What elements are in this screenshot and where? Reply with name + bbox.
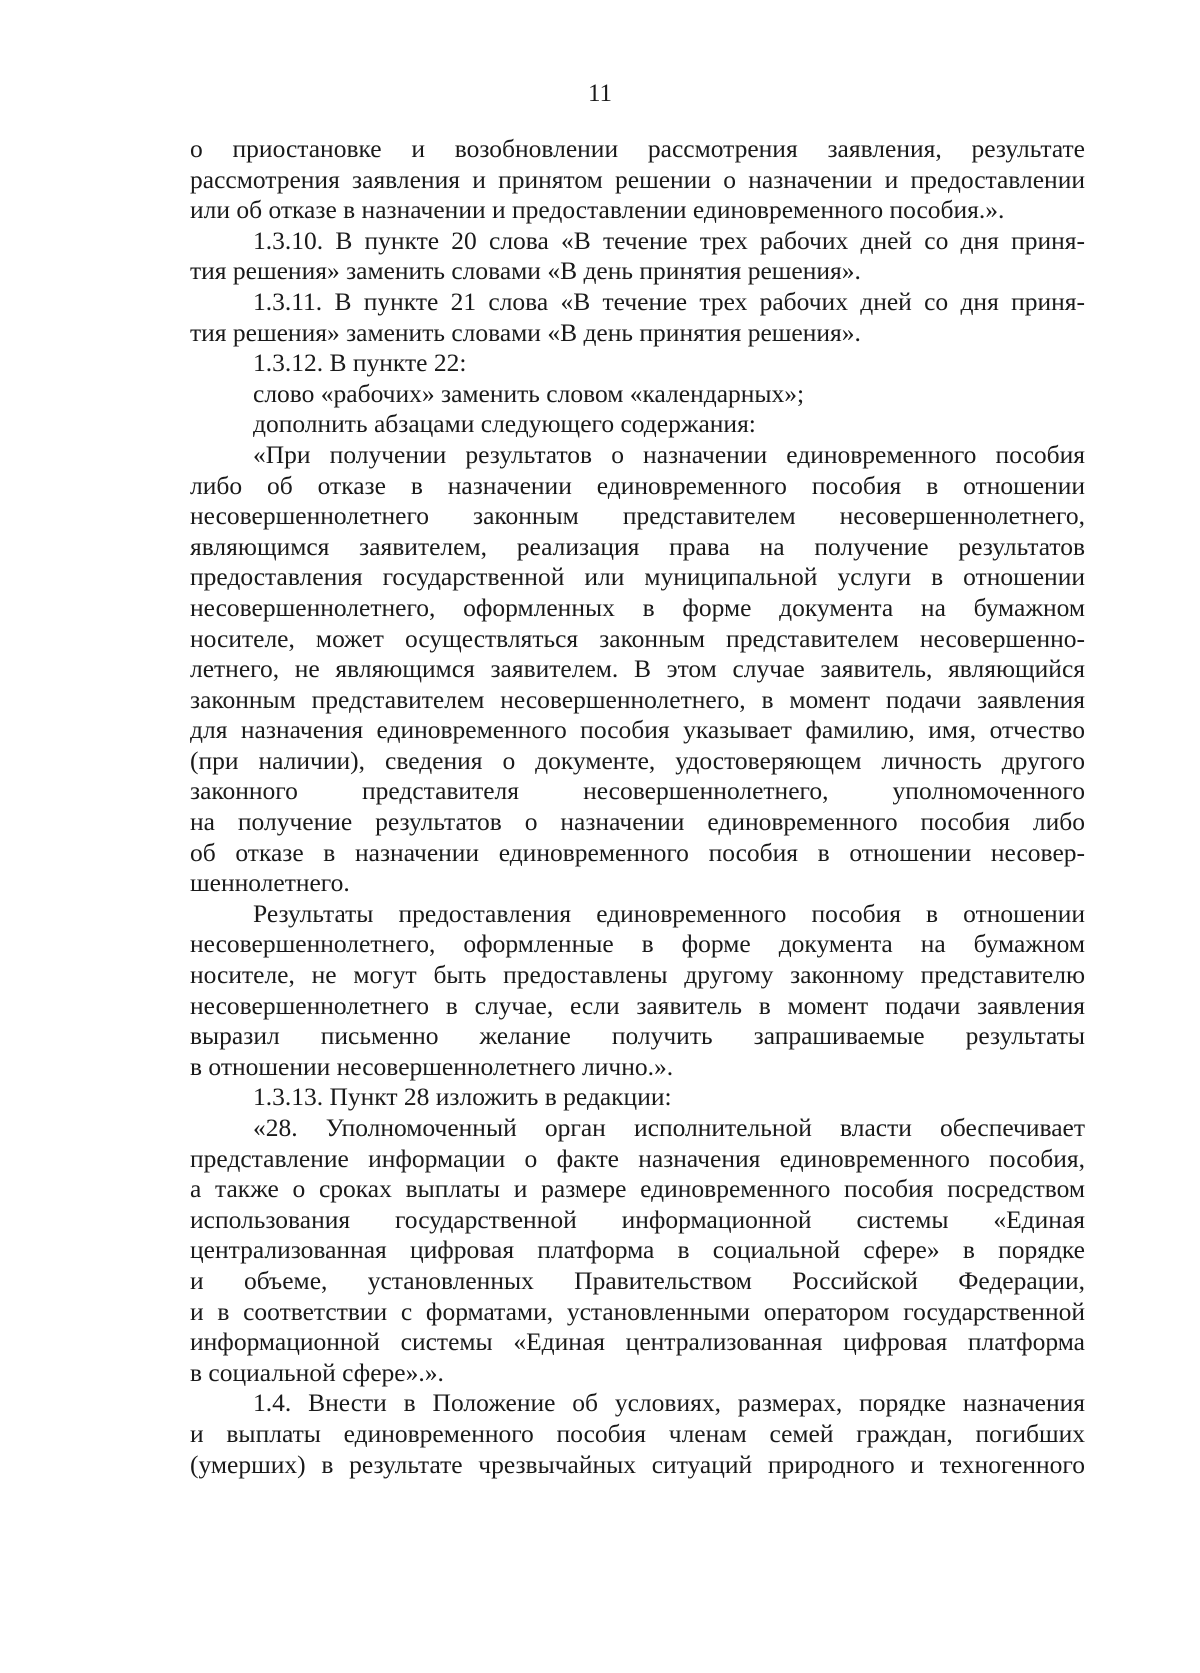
- text-line: рассмотрения заявления и принятом решении о назначении и предоставлении: [190, 164, 1085, 194]
- text-line: в отношении несовершеннолетнего лично.».: [190, 1051, 674, 1081]
- text-line: или об отказе в назначении и предоставлении единовременного пособия.».: [190, 195, 1005, 225]
- text-line: использования государственной информационной системы «Единая: [190, 1204, 1085, 1234]
- text-line: летнего, не являющимся заявителем. В этом случае заявитель, являющийся: [190, 654, 1085, 684]
- text-line: и в соответствии с форматами, установленными оператором государственной: [190, 1296, 1085, 1326]
- text-line: 1.3.12. В пункте 22:: [253, 348, 467, 378]
- text-line: на получение результатов о назначении единовременного пособия либо: [190, 807, 1085, 837]
- text-line: являющимся заявителем, реализация права на получение результатов: [190, 531, 1085, 561]
- text-line: либо об отказе в назначении единовременного пособия в отношении: [190, 470, 1085, 500]
- text-line: тия решения» заменить словами «В день принятия решения».: [190, 317, 861, 347]
- text-line: несовершеннолетнего, оформленные в форме документа на бумажном: [190, 929, 1085, 959]
- text-line: представление информации о факте назначения единовременного пособия,: [190, 1143, 1085, 1173]
- document-body: [190, 134, 1085, 1480]
- text-line: предоставления государственной или муниципальной услуги в отношении: [190, 562, 1085, 592]
- text-line: информационной системы «Единая централизованная цифровая платформа: [190, 1327, 1085, 1357]
- text-line: централизованная цифровая платформа в социальной сфере» в порядке: [190, 1235, 1085, 1265]
- text-line: носителе, может осуществляться законным представителем несовершенно-: [190, 623, 1085, 653]
- text-line: несовершеннолетнего законным представителем несовершеннолетнего,: [190, 501, 1085, 531]
- text-line: носителе, не могут быть предоставлены другому законному представителю: [190, 960, 1085, 990]
- text-line: об отказе в назначении единовременного пособия в отношении несовер-: [190, 837, 1085, 867]
- text-line: слово «рабочих» заменить словом «календарных»;: [253, 378, 805, 408]
- text-line: несовершеннолетнего, оформленных в форме документа на бумажном: [190, 592, 1085, 622]
- text-line: тия решения» заменить словами «В день принятия решения».: [190, 256, 861, 286]
- text-line: Результаты предоставления единовременного пособия в отношении: [253, 898, 1085, 928]
- text-line: и объеме, установленных Правительством Российской Федерации,: [190, 1265, 1085, 1295]
- text-line: в социальной сфере».».: [190, 1357, 444, 1387]
- text-line: законным представителем несовершеннолетнего, в момент подачи заявления: [190, 684, 1085, 714]
- text-line: «28. Уполномоченный орган исполнительной власти обеспечивает: [253, 1113, 1085, 1142]
- text-line: 1.3.10. В пункте 20 слова «В течение трех рабочих дней со дня приня-: [253, 225, 1085, 255]
- text-line: 1.3.11. В пункте 21 слова «В течение трех рабочих дней со дня приня-: [253, 286, 1085, 316]
- text-line: (умерших) в результате чрезвычайных ситуаций природного и техногенного: [190, 1449, 1085, 1479]
- text-line: законного представителя несовершеннолетнего, уполномоченного: [190, 776, 1085, 806]
- text-line: о приостановке и возобновлении рассмотрения заявления, результате: [190, 134, 1085, 163]
- text-line: и выплаты единовременного пособия членам семей граждан, погибших: [190, 1418, 1085, 1448]
- text-line: 1.4. Внести в Положение об условиях, размерах, порядке назначения: [253, 1388, 1085, 1418]
- text-line: несовершеннолетнего в случае, если заявитель в момент подачи заявления: [190, 990, 1085, 1020]
- page-number: 11: [587, 80, 613, 107]
- text-line: для назначения единовременного пособия указывает фамилию, имя, отчество: [190, 715, 1085, 745]
- text-line: дополнить абзацами следующего содержания:: [253, 409, 756, 439]
- text-line: выразил письменно желание получить запрашиваемые результаты: [190, 1021, 1085, 1051]
- text-line: (при наличии), сведения о документе, удостоверяющем личность другого: [190, 745, 1085, 775]
- text-line: 1.3.13. Пункт 28 изложить в редакции:: [253, 1082, 672, 1112]
- text-line: а также о сроках выплаты и размере единовременного пособия посредством: [190, 1174, 1085, 1204]
- text-line: шеннолетнего.: [190, 868, 350, 898]
- text-line: «При получении результатов о назначении единовременного пособия: [253, 439, 1085, 469]
